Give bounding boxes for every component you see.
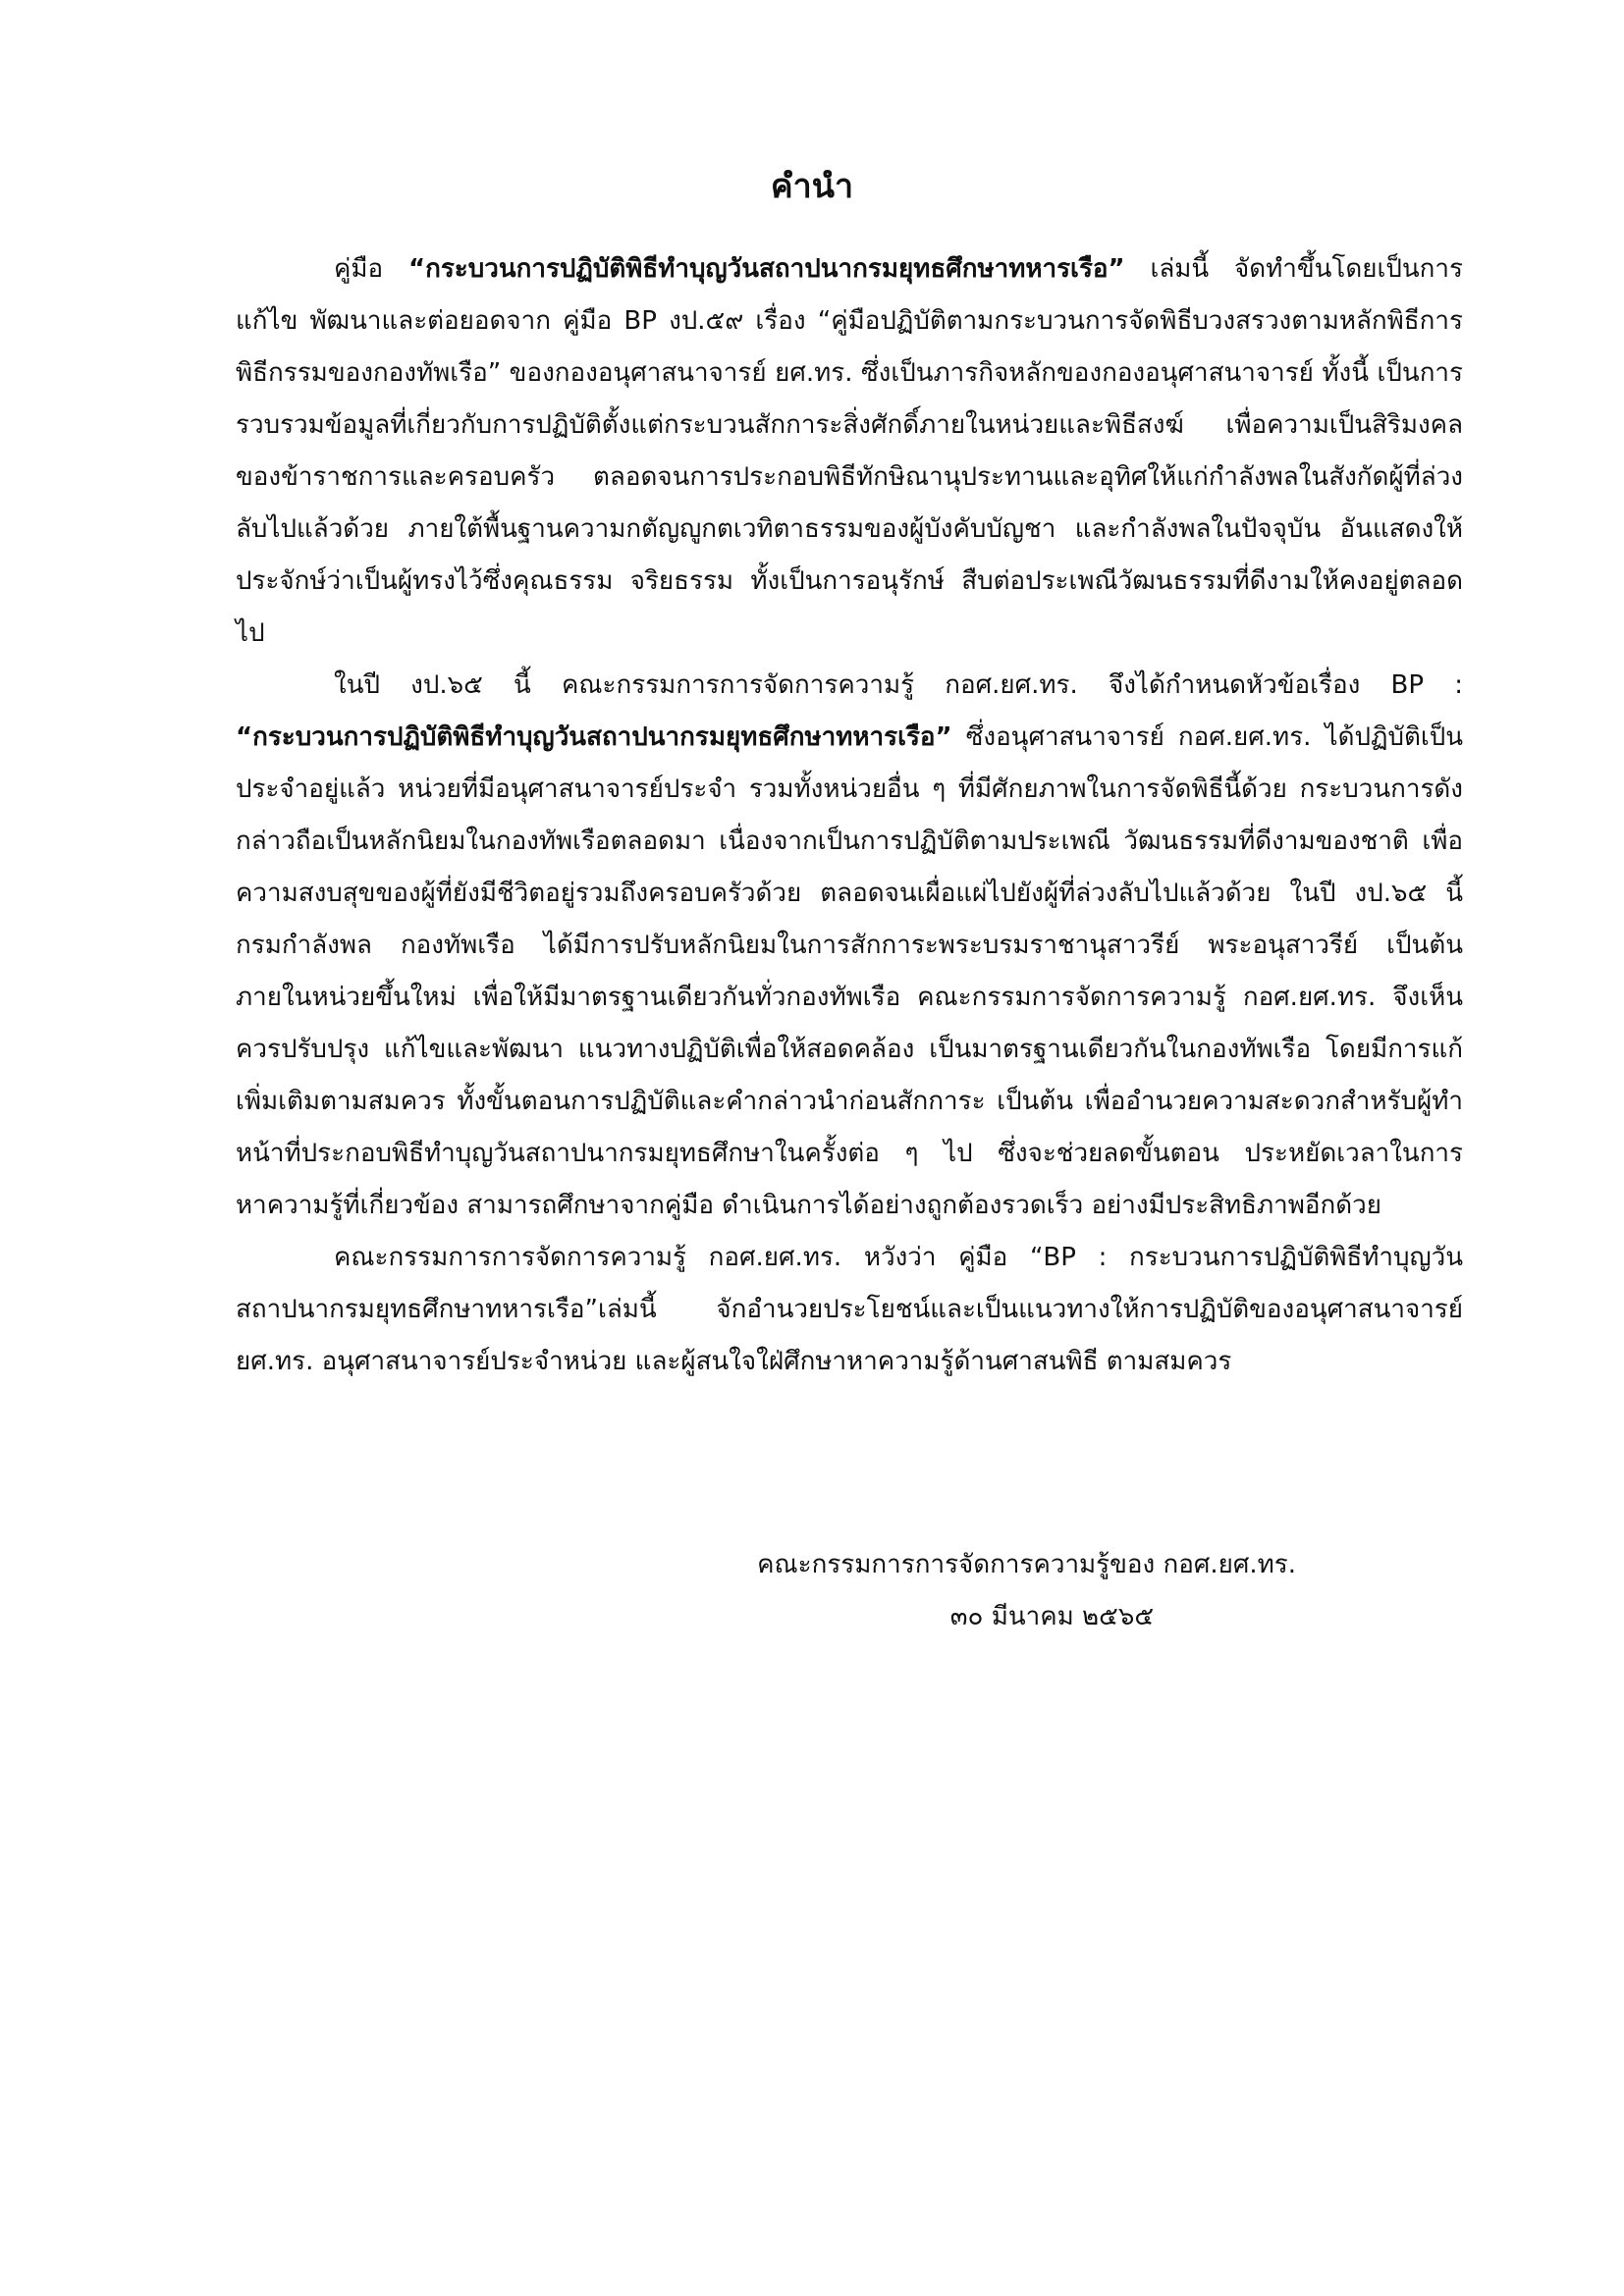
paragraph-1-bold-title: “กระบวนการปฏิบัติพิธีทำบุญวันสถาปนากรมยุทธศึกษาทหารเรือ” <box>407 254 1125 284</box>
paragraph-3: คณะกรรมการการจัดการความรู้ กอศ.ยศ.ทร. หวังว่า คู่มือ “BP : กระบวนการปฏิบัติพิธีทำบุญวันสถาปนากรมยุทธศึกษาทหารเรือ”เล่มนี้ จักอำนวยประโยชน์และเป็นแนวทางให้การปฏิบัติของอนุศาสนาจารย์ ยศ.ทร. อนุศาสนาจารย์ประจำหน่วย และผู้สนใจใฝ่ศึกษาหาความรู้ด้านศาสนพิธี ตามสมควร <box>236 1243 1463 1376</box>
signature-committee: คณะกรรมการการจัดการความรู้ของ กอศ.ยศ.ทร. <box>757 1550 1296 1579</box>
signature-date: ๓๐ มีนาคม ๒๕๖๕ <box>949 1602 1154 1631</box>
body-text <box>236 243 1463 1388</box>
paragraph-2-lead: ในปี งป.๖๕ นี้ คณะกรรมการการจัดการความรู้ กอศ.ยศ.ทร. จึงได้กำหนดหัวข้อเรื่อง BP : <box>334 670 1463 700</box>
paragraph-2 <box>236 660 1463 1232</box>
paragraph-2-rest: ซึ่งอนุศาสนาจารย์ กอศ.ยศ.ทร. ได้ปฏิบัติเป็นประจำอยู่แล้ว หน่วยที่มีอนุศาสนาจารย์ประจำ รวมทั้งหน่วยอื่น ๆ ที่มีศักยภาพในการจัดพิธีนี้ด้วย กระบวนการดังกล่าวถือเป็นหลักนิยมในกองทัพเรือตลอดมา เนื่องจากเป็นการปฏิบัติตามประเพณี วัฒนธรรมที่ดีงามของชาติ เพื่อความสงบสุขของผู้ที่ยังมีชีวิตอยู่รวมถึงครอบครัวด้วย ตลอดจนเผื่อแผ่ไปยังผู้ที่ล่วงลับไปแล้วด้วย ในปี งป.๖๕ นี้ กรมกำลังพล กองทัพเรือ ได้มีการปรับหลักนิยมในการสักการะพระบรมราชานุสาวรีย์ พระอนุสาวรีย์ เป็นต้น ภายในหน่วยขึ้นใหม่ เพื่อให้มีมาตรฐานเดียวกันทั่วกองทัพเรือ คณะกรรมการจัดการความรู้ กอศ.ยศ.ทร. จึงเห็นควรปรับปรุง แก้ไขและพัฒนา แนวทางปฏิบัติเพื่อให้สอดคล้อง เป็นมาตรฐานเดียวกันในกองทัพเรือ โดยมีการแก้เพิ่มเติมตามสมควร ทั้งขั้นตอนการปฏิบัติและคำกล่าวนำก่อนสักการะ เป็นต้น เพื่ออำนวยความสะดวกสำหรับผู้ทำหน้าที่ประกอบพิธีทำบุญวันสถาปนากรมยุทธศึกษาในครั้งต่อ ๆ ไป ซึ่งจะช่วยลดขั้นตอน ประหยัดเวลาในการหาความรู้ที่เกี่ยวข้อง สามารถศึกษาจากคู่มือ ดำเนินการได้อย่างถูกต้องรวดเร็ว อย่างมีประสิทธิภาพอีกด้วย <box>236 722 1463 1220</box>
signature-block <box>236 1539 1463 1643</box>
page-title: คำนำ <box>770 167 854 206</box>
paragraph-1-rest: เล่มนี้ จัดทำขึ้นโดยเป็นการแก้ไข พัฒนาและต่อยอดจาก คู่มือ BP งป.๕๙ เรื่อง “คู่มือปฏิบัติตามกระบวนการจัดพิธีบวงสรวงตามหลักพิธีการพิธีกรรมของกองทัพเรือ” ของกองอนุศาสนาจารย์ ยศ.ทร. ซึ่งเป็นภารกิจหลักของกองอนุศาสนาจารย์ ทั้งนี้ เป็นการรวบรวมข้อมูลที่เกี่ยวกับการปฏิบัติตั้งแต่กระบวนสักการะสิ่งศักดิ์ภายในหน่วยและพิธีสงฆ์ เพื่อความเป็นสิริมงคลของข้าราชการและครอบครัว ตลอดจนการประกอบพิธีทักษิณานุประทานและอุทิศให้แก่กำลังพลในสังกัดผู้ที่ล่วงลับไปแล้วด้วย ภายใต้พื้นฐานความกตัญญูกตเวทิตาธรรมของผู้บังคับบัญชา และกำลังพลในปัจจุบัน อันแสดงให้ประจักษ์ว่าเป็นผู้ทรงไว้ซึ่งคุณธรรม จริยธรรม ทั้งเป็นการอนุรักษ์ สืบต่อประเพณีวัฒนธรรมที่ดีงามให้คงอยู่ตลอดไป <box>236 254 1463 648</box>
paragraph-1-lead: คู่มือ <box>334 254 408 284</box>
paragraph-2-bold-title: “กระบวนการปฏิบัติพิธีทำบุญวันสถาปนากรมยุทธศึกษาทหารเรือ” <box>236 722 952 752</box>
paragraph-1 <box>236 243 1463 660</box>
